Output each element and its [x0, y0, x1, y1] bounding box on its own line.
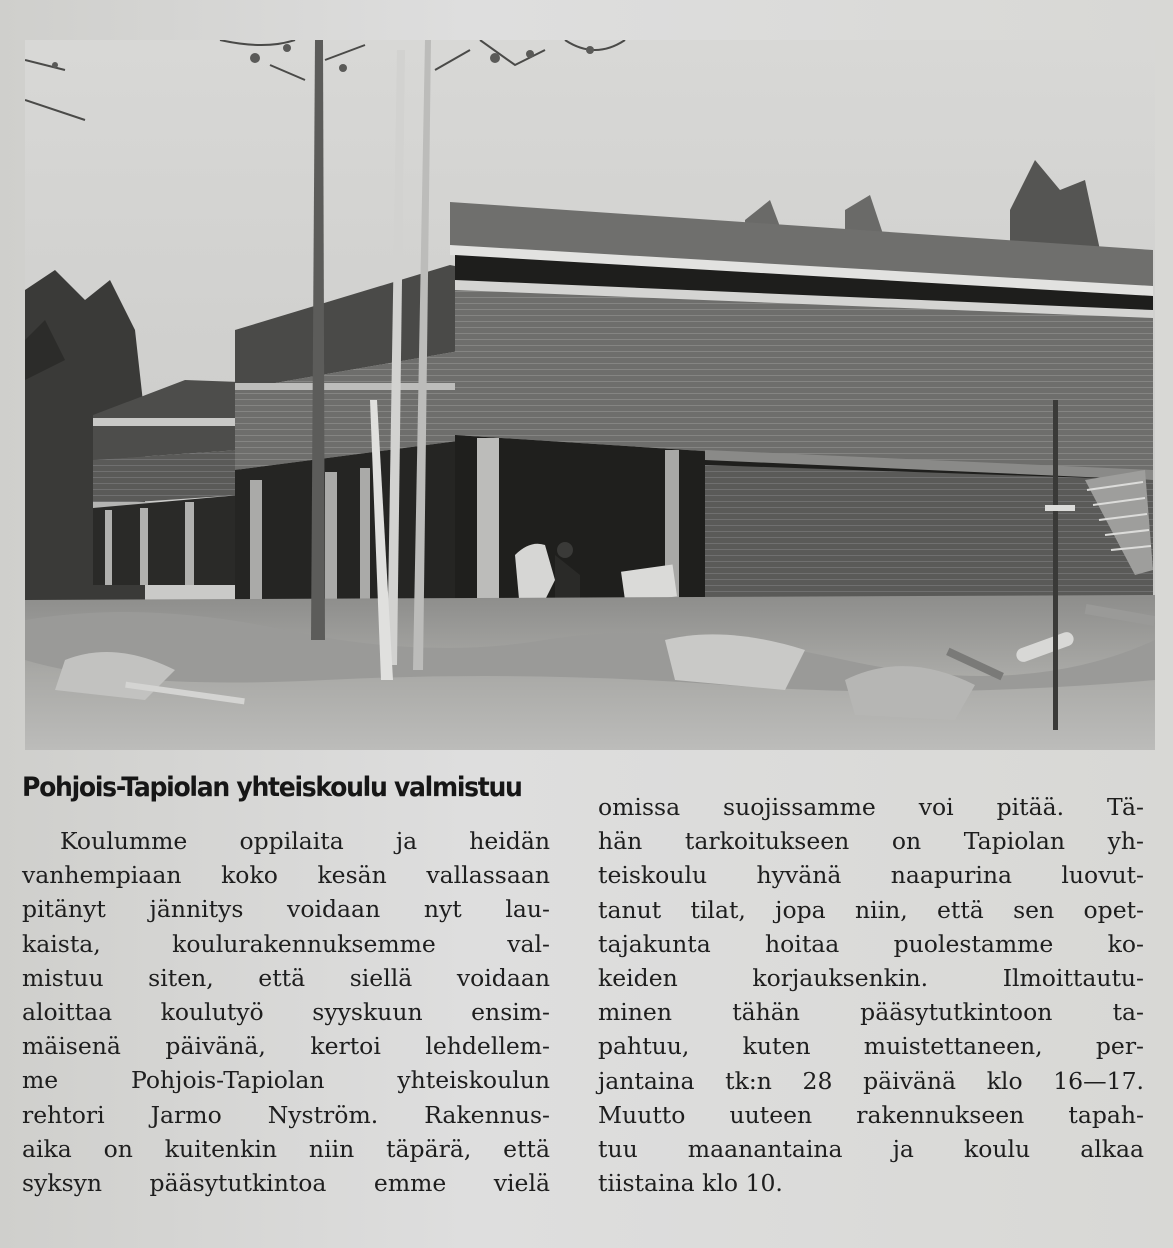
article-column-right — [598, 790, 1144, 1200]
text-line: Muutto uuteen rakennukseen tapah- — [598, 1100, 1144, 1129]
text-line: me Pohjois-Tapiolan yhteiskoulun — [22, 1066, 550, 1095]
text-line: tiistaina klo 10. — [598, 1169, 783, 1198]
text-line: rehtori Jarmo Nyström. Rakennus- — [22, 1100, 550, 1129]
school-building-construction-photo — [25, 40, 1155, 750]
text-line: jantaina tk:n 28 päivänä klo 16—17. — [598, 1066, 1144, 1095]
text-line: pahtuu, kuten muistettaneen, per- — [598, 1032, 1144, 1061]
text-line: tajakunta hoitaa puolestamme ko- — [598, 929, 1144, 958]
text-line: vanhempiaan koko kesän vallassaan — [22, 861, 550, 890]
text-line: mistuu siten, että siellä voidaan — [22, 963, 550, 992]
text-line: tuu maanantaina ja koulu alkaa — [598, 1135, 1144, 1164]
article-column-left — [22, 824, 550, 1200]
text-line: keiden korjauksenkin. Ilmoittautu- — [598, 964, 1144, 993]
text-line: pitänyt jännitys voidaan nyt lau- — [22, 895, 550, 924]
text-line: aika on kuitenkin niin täpärä, että — [22, 1134, 550, 1163]
text-line: kaista, koulurakennuksemme val- — [22, 929, 550, 958]
text-line: omissa suojissamme voi pitää. Tä- — [598, 793, 1144, 821]
text-line: mäisenä päivänä, kertoi lehdellem- — [22, 1032, 550, 1061]
text-line: teiskoulu hyvänä naapurina luovut- — [598, 861, 1144, 890]
text-line: aloittaa koulutyö syyskuun ensim- — [22, 998, 550, 1027]
article-headline: Pohjois-Tapiolan yhteiskoulu valmistuu — [22, 772, 522, 803]
text-line: syksyn pääsytutkintoa emme vielä — [22, 1169, 550, 1198]
text-line: hän tarkoitukseen on Tapiolan yh- — [598, 827, 1144, 856]
text-line: Koulumme oppilaita ja heidän — [60, 827, 550, 855]
text-line: minen tähän pääsytutkintoon ta- — [598, 998, 1144, 1027]
text-line: tanut tilat, jopa niin, että sen opet- — [598, 895, 1144, 924]
